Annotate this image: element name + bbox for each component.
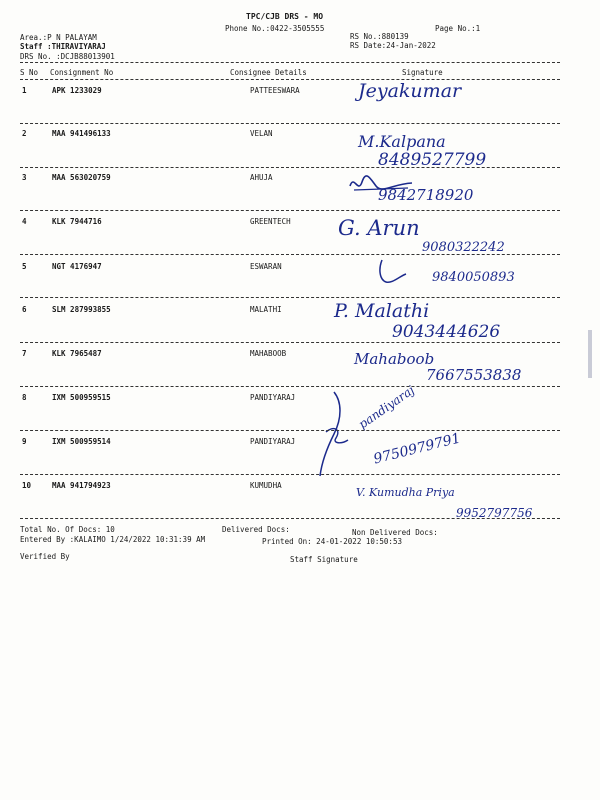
row-consignee: AHUJA — [250, 173, 273, 182]
row-divider — [20, 210, 560, 211]
row-sno: 9 — [22, 437, 27, 446]
row-phone: 9043444626 — [392, 322, 501, 342]
row-signature: M.Kalpana — [358, 132, 446, 151]
row-sno: 5 — [22, 262, 27, 271]
row-consignee: ESWARAN — [250, 262, 282, 271]
row-consignment: SLM 287993855 — [52, 305, 111, 314]
row-signature: Mahaboob — [354, 350, 435, 368]
row-phone: 7667553838 — [426, 366, 522, 384]
scan-artifact — [588, 330, 592, 378]
row-divider — [20, 167, 560, 168]
col-header-consignee: Consignee Details — [230, 68, 307, 77]
row-consignee: VELAN — [250, 129, 273, 138]
row-phone: 9842718920 — [378, 186, 474, 204]
row-sno: 4 — [22, 217, 27, 226]
row-phone: 9952797756 — [456, 506, 533, 520]
staff-signature: Staff Signature — [290, 555, 358, 564]
row-signature: P. Malathi — [334, 300, 430, 322]
row-consignee: PANDIYARAJ — [250, 393, 296, 402]
page-number: Page No.:1 — [435, 24, 481, 33]
row-consignment: KLK 7944716 — [52, 217, 102, 226]
row-consignment: IXM 500959515 — [52, 393, 111, 402]
row-consignment: MAA 563020759 — [52, 173, 111, 182]
row-signature: Jeyakumar — [358, 80, 462, 102]
header-divider — [20, 62, 560, 63]
row-consignee: PATTEESWARA — [250, 86, 300, 95]
phone-number: Phone No.:0422-3505555 — [225, 24, 325, 33]
row-divider — [20, 386, 560, 387]
row-consignee: KUMUDHA — [250, 481, 282, 490]
row-sno: 7 — [22, 349, 27, 358]
row-divider — [20, 474, 560, 475]
row-sno: 1 — [22, 86, 27, 95]
drs-number: DRS No. :DCJB88013901 — [20, 52, 115, 61]
row-phone: 8489527799 — [378, 150, 487, 170]
row-consignment: MAA 941496133 — [52, 129, 111, 138]
row-divider — [20, 254, 560, 255]
row-phone: 9750979791 — [372, 430, 463, 468]
row-phone: 9080322242 — [422, 240, 505, 255]
document-title: TPC/CJB DRS - MO — [246, 12, 324, 21]
row-consignment: IXM 500959514 — [52, 437, 111, 446]
column-header-divider — [20, 79, 560, 80]
row-signature: pandiyaraj — [356, 382, 417, 432]
table-bottom-divider — [20, 518, 560, 519]
row-sno: 3 — [22, 173, 27, 182]
row-phone: 9840050893 — [432, 270, 515, 285]
verified-by: Verified By — [20, 552, 70, 561]
row-sno: 6 — [22, 305, 27, 314]
col-header-signature: Signature — [402, 68, 443, 77]
total-docs: Total No. Of Docs: 10 — [20, 525, 115, 534]
row-consignee: GREENTECH — [250, 217, 291, 226]
row-sno: 2 — [22, 129, 27, 138]
row-consignee: MAHABOOB — [250, 349, 287, 358]
row-consignment: NGT 4176947 — [52, 262, 102, 271]
row-consignee: MALATHI — [250, 305, 282, 314]
row-signature: V. Kumudha Priya — [356, 486, 455, 499]
rs-date: RS Date:24-Jan-2022 — [350, 41, 436, 50]
staff-label: Staff :THIRAVIYARAJ — [20, 42, 106, 51]
signature-scribble — [374, 258, 410, 288]
rs-number: RS No.:880139 — [350, 32, 409, 41]
entered-by: Entered By :KALAIMO 1/24/2022 10:31:39 AM — [20, 535, 206, 544]
row-consignee: PANDIYARAJ — [250, 437, 296, 446]
delivered-docs: Delivered Docs: — [222, 525, 290, 534]
row-divider — [20, 297, 560, 298]
row-consignment: MAA 941794923 — [52, 481, 111, 490]
row-sno: 10 — [22, 481, 32, 490]
row-divider — [20, 342, 560, 343]
area-label: Area.:P N PALAYAM — [20, 33, 97, 42]
col-header-sno: S No — [20, 68, 39, 77]
row-divider — [20, 430, 560, 431]
row-signature: G. Arun — [338, 216, 420, 240]
col-header-consignment: Consignment No — [50, 68, 114, 77]
row-sno: 8 — [22, 393, 27, 402]
signature-scribble — [312, 388, 352, 480]
non-delivered-docs: Non Delivered Docs: — [352, 528, 438, 537]
row-divider — [20, 123, 560, 124]
printed-on: Printed On: 24-01-2022 10:50:53 — [262, 537, 402, 546]
row-consignment: KLK 7965487 — [52, 349, 102, 358]
row-consignment: APK 1233029 — [52, 86, 102, 95]
